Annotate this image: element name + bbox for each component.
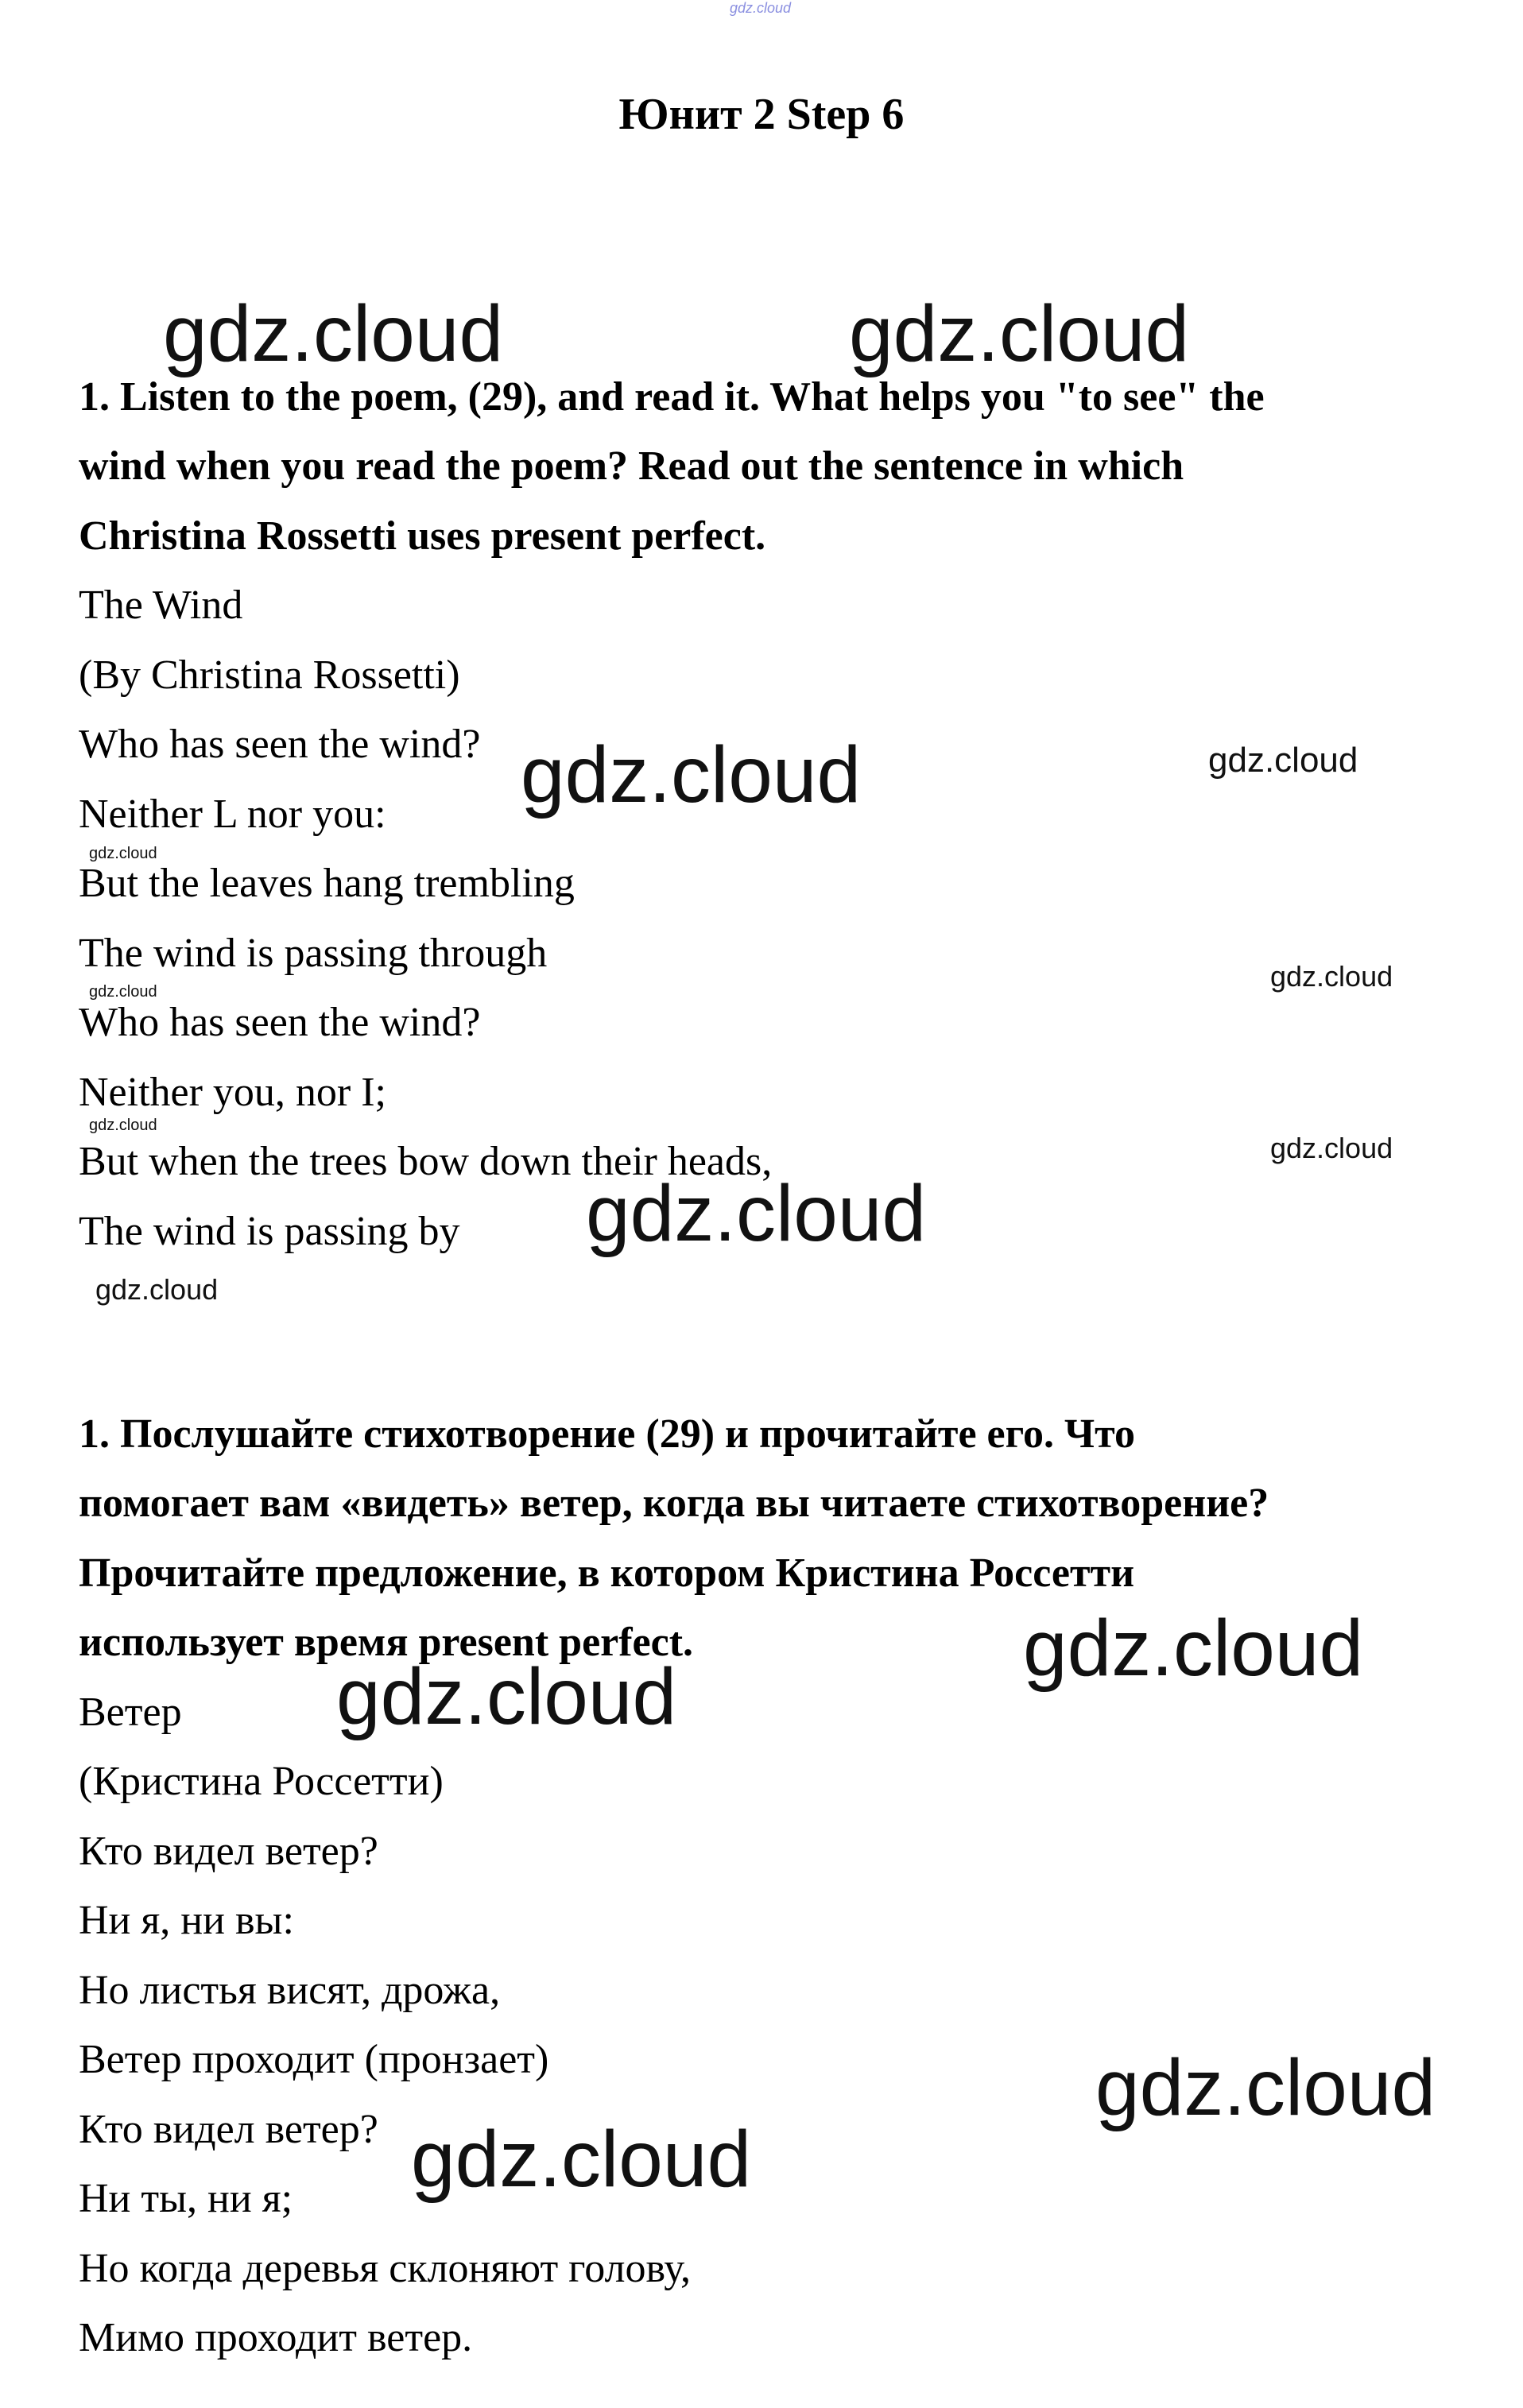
- task-line: 1. Послушайте стихотворение (29) и прочитайте его. Что: [79, 1411, 1135, 1457]
- watermark: gdz.cloud: [336, 1652, 677, 1741]
- watermark: gdz.cloud: [89, 1117, 157, 1134]
- watermark: gdz.cloud: [95, 1273, 219, 1306]
- task-line: Прочитайте предложение, в котором Кристина Россетти: [79, 1550, 1135, 1596]
- watermark: gdz.cloud: [1023, 1604, 1364, 1693]
- poem-line: Who has seen the wind?: [79, 722, 481, 767]
- task-line: Christina Rossetti uses present perfect.: [79, 513, 766, 559]
- watermark: gdz.cloud: [849, 289, 1190, 378]
- watermark: gdz.cloud: [1270, 960, 1393, 993]
- poem-line: Ни я, ни вы:: [79, 1898, 294, 1943]
- poem-line: Neither L nor you:: [79, 792, 386, 837]
- top-watermark: gdz.cloud: [730, 0, 792, 16]
- watermark: gdz.cloud: [1208, 741, 1358, 780]
- watermark: gdz.cloud: [411, 2115, 752, 2204]
- poem-line: Но листья висят, дрожа,: [79, 1968, 501, 2013]
- poem-author: (By Christina Rossetti): [79, 652, 460, 698]
- poem-line: Ни ты, ни я;: [79, 2176, 293, 2221]
- poem-line: But the leaves hang trembling: [79, 861, 575, 906]
- poem-title: The Wind: [79, 583, 243, 628]
- poem-line: Ветер проходит (пронзает): [79, 2037, 549, 2082]
- watermark: gdz.cloud: [586, 1169, 927, 1258]
- poem-line: Who has seen the wind?: [79, 1000, 481, 1045]
- page-title: Юнит 2 Step 6: [618, 90, 905, 139]
- poem-line: The wind is passing through: [79, 931, 548, 976]
- watermark: gdz.cloud: [1270, 1132, 1393, 1164]
- watermark: gdz.cloud: [163, 289, 504, 378]
- poem-author: (Кристина Россетти): [79, 1759, 444, 1804]
- poem-line: But when the trees bow down their heads,: [79, 1139, 773, 1184]
- poem-line: The wind is passing by: [79, 1209, 460, 1254]
- task-line: помогает вам «видеть» ветер, когда вы читаете стихотворение?: [79, 1481, 1269, 1526]
- task-line: использует время present perfect.: [79, 1620, 694, 1665]
- poem-line: Neither you, nor I;: [79, 1070, 387, 1115]
- poem-line: Мимо проходит ветер.: [79, 2315, 473, 2360]
- watermark: gdz.cloud: [1095, 2043, 1436, 2132]
- poem-line: Кто видел ветер?: [79, 1829, 378, 1874]
- watermark: gdz.cloud: [521, 730, 862, 819]
- watermark: gdz.cloud: [89, 845, 157, 862]
- poem-line: Кто видел ветер?: [79, 2107, 378, 2152]
- watermark: gdz.cloud: [89, 983, 157, 1001]
- task-line: wind when you read the poem? Read out the sentence in which: [79, 443, 1184, 489]
- poem-title: Ветер: [79, 1690, 182, 1735]
- poem-line: Но когда деревья склоняют голову,: [79, 2246, 692, 2291]
- task-line: 1. Listen to the poem, (29), and read it. What helps you "to see" the: [79, 374, 1265, 420]
